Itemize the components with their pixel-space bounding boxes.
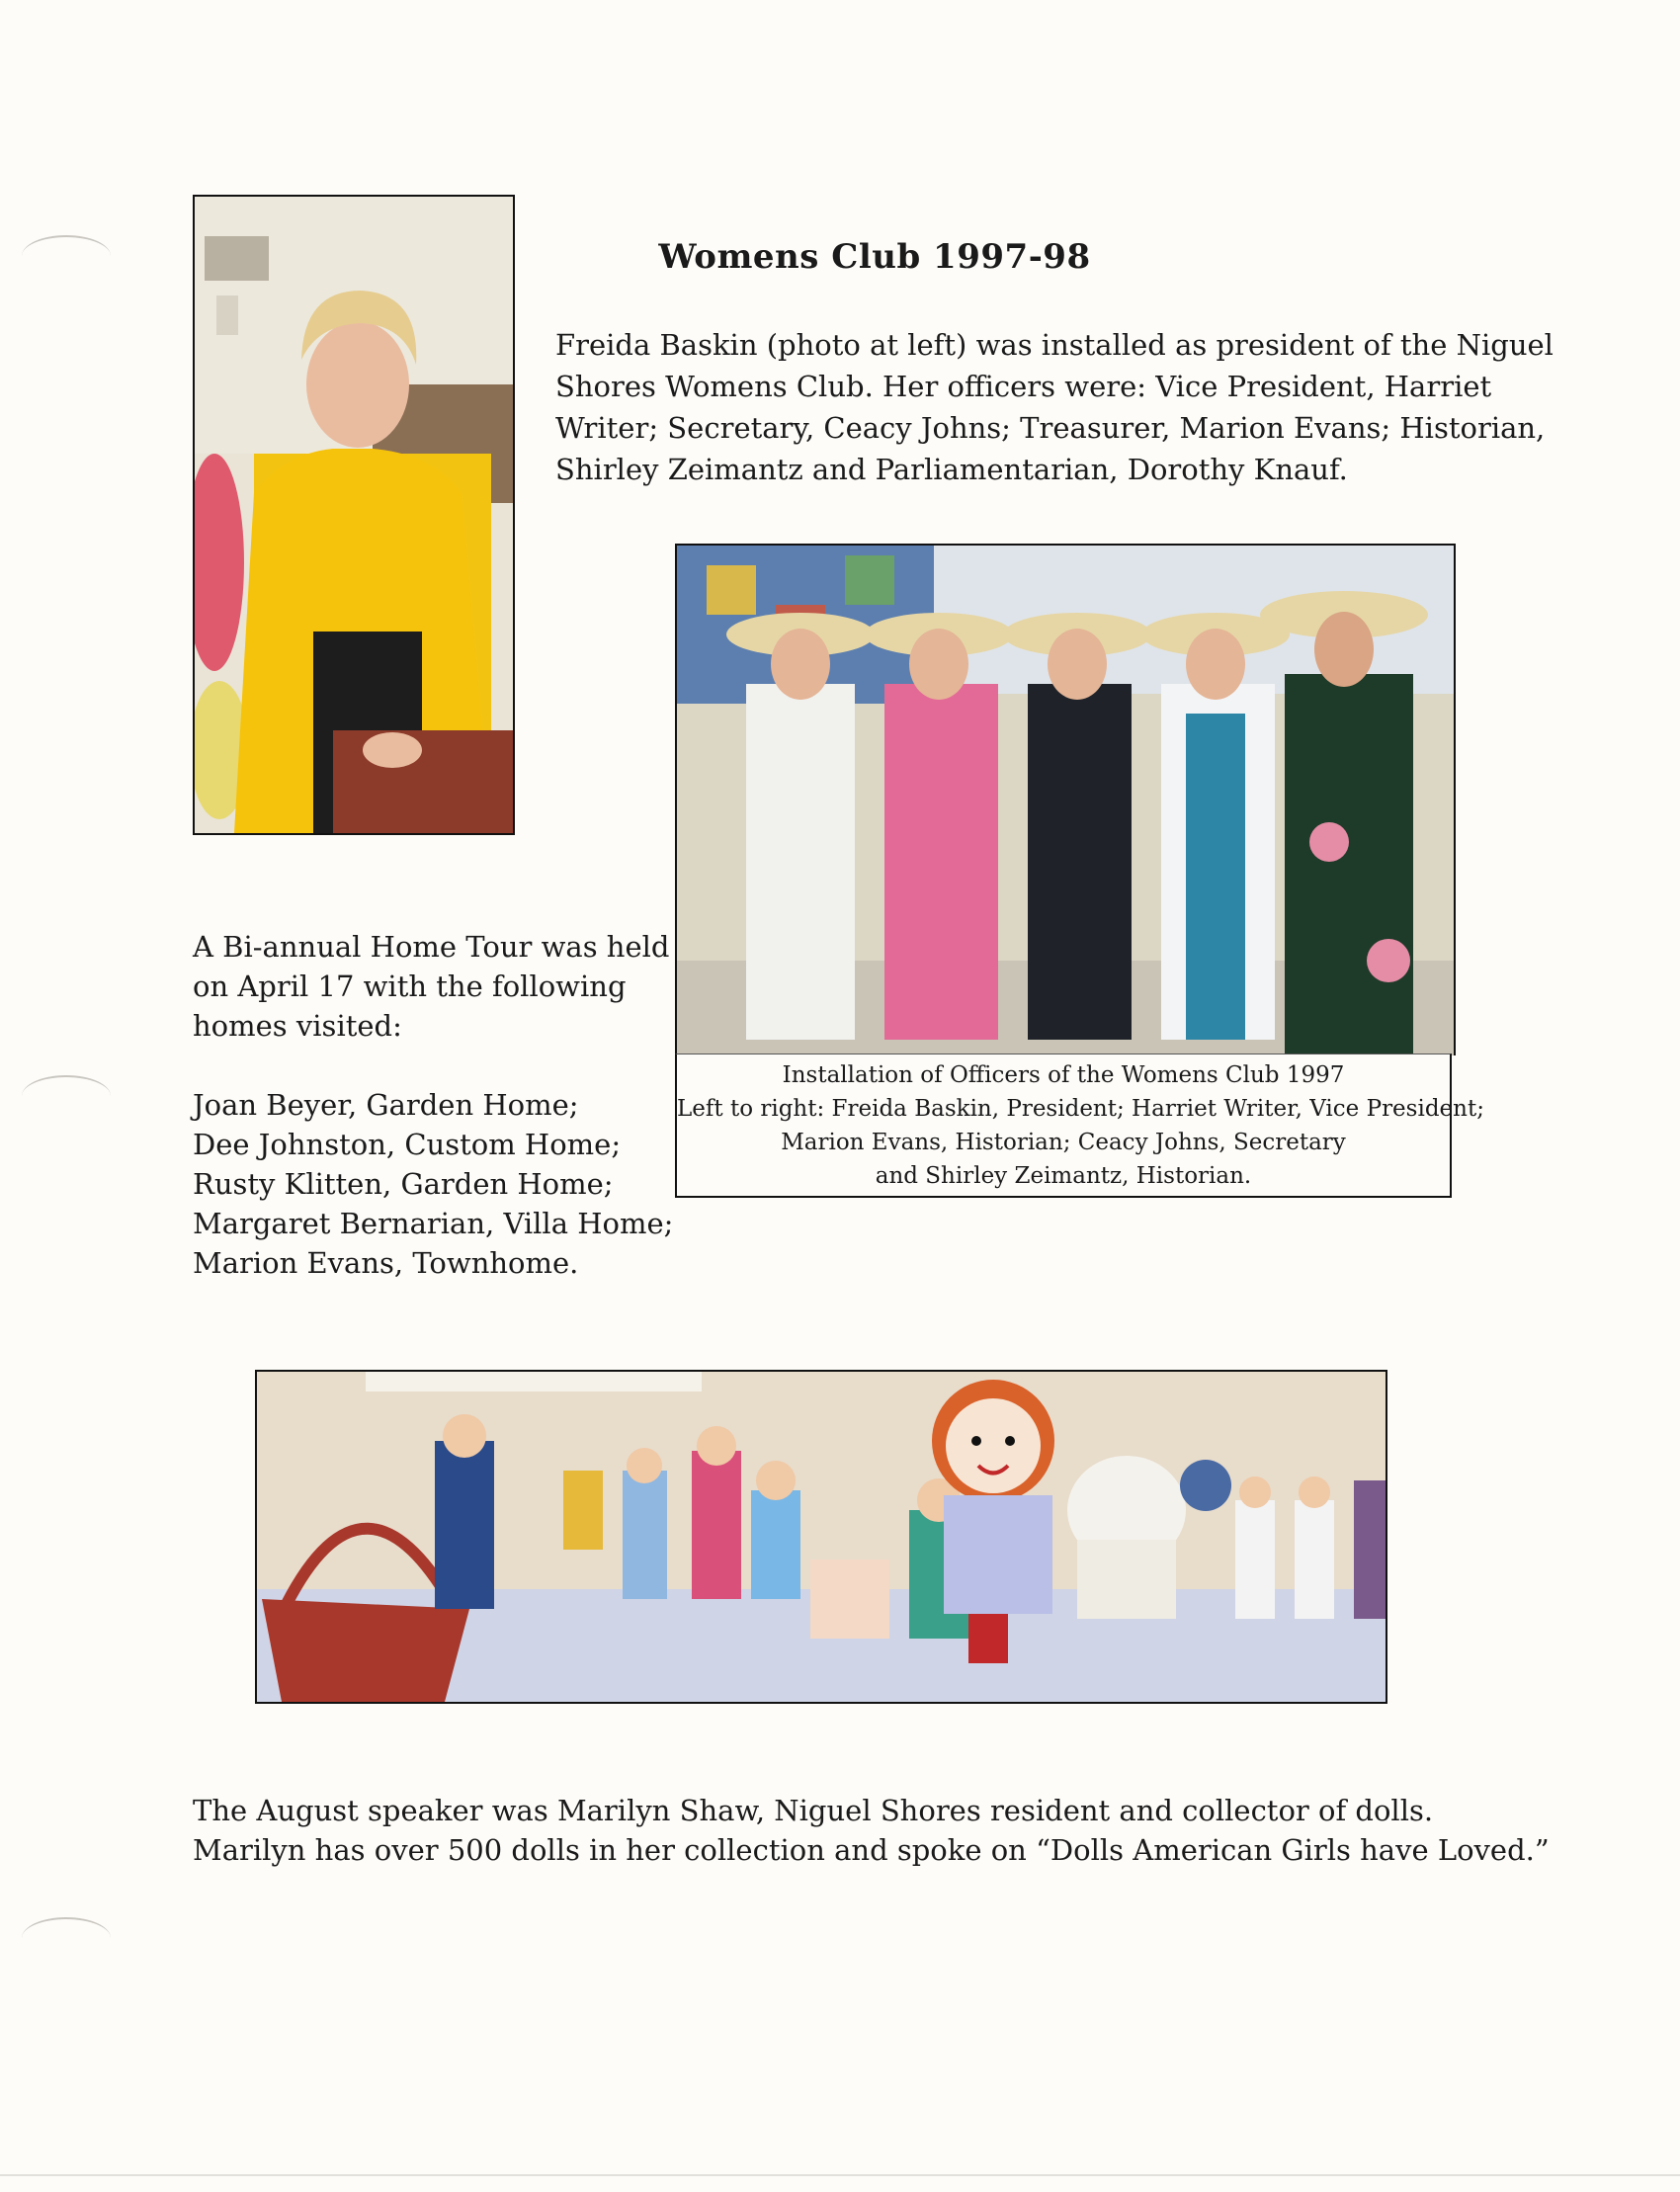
- scan-edge-line: [0, 2174, 1680, 2176]
- home-list-item: Margaret Bernarian, Villa Home;: [193, 1207, 674, 1240]
- caption-line: and Shirley Zeimantz, Historian.: [875, 1163, 1252, 1189]
- intro-line: Freida Baskin (photo at left) was installed as president of the Niguel: [555, 328, 1554, 362]
- homes-list: [193, 1085, 674, 1283]
- home-tour-line: A Bi-annual Home Tour was held: [193, 930, 670, 964]
- home-list-item: Dee Johnston, Custom Home;: [193, 1128, 622, 1161]
- home-tour-section: [193, 927, 674, 1283]
- home-tour-line: homes visited:: [193, 1009, 402, 1043]
- binder-hole-mark: [22, 1917, 111, 1959]
- intro-line: Shores Womens Club. Her officers were: Vice President, Harriet: [555, 370, 1492, 403]
- intro-paragraph: [555, 324, 1554, 490]
- binder-hole-mark: [22, 235, 111, 277]
- home-list-item: Rusty Klitten, Garden Home;: [193, 1167, 614, 1201]
- home-list-item: Joan Beyer, Garden Home;: [193, 1088, 579, 1122]
- caption-line: Installation of Officers of the Womens Club 1997: [782, 1062, 1345, 1088]
- binder-hole-mark: [22, 1075, 111, 1117]
- officers-photo-caption: [675, 1054, 1484, 1198]
- intro-line: Writer; Secretary, Ceacy Johns; Treasurer, Marion Evans; Historian,: [555, 411, 1546, 445]
- speaker-paragraph: [193, 1791, 1550, 1870]
- page-title: Womens Club 1997-98: [658, 237, 1091, 277]
- intro-line: Shirley Zeimantz and Parliamentarian, Dorothy Knauf.: [555, 453, 1348, 486]
- president-photo: [193, 195, 515, 835]
- home-tour-line: on April 17 with the following: [193, 970, 627, 1003]
- caption-line: Left to right: Freida Baskin, President; Harriet Writer, Vice President;: [677, 1096, 1484, 1122]
- speaker-line: The August speaker was Marilyn Shaw, Niguel Shores resident and collector of dolls.: [193, 1794, 1434, 1827]
- caption-line: Marion Evans, Historian; Ceacy Johns, Secretary: [781, 1130, 1346, 1155]
- dolls-collection-photo: [255, 1370, 1387, 1704]
- officers-group-photo: [675, 544, 1456, 1055]
- speaker-line: Marilyn has over 500 dolls in her collection and spoke on “Dolls American Girls have Loved.”: [193, 1833, 1550, 1867]
- home-list-item: Marion Evans, Townhome.: [193, 1246, 579, 1280]
